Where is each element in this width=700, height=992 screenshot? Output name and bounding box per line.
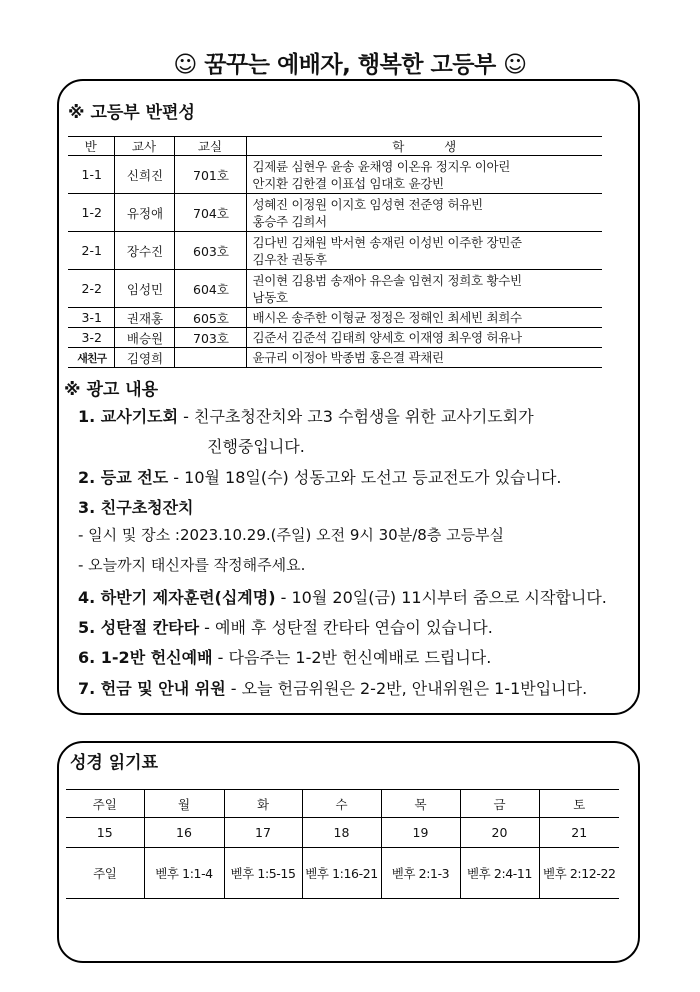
- ad-item-3-line2: - 오늘까지 태신자를 작정해주세요.: [78, 556, 306, 574]
- ad-title: 3. 친구초청잔치: [78, 498, 194, 517]
- class-cell: 2-2: [68, 270, 114, 308]
- room-cell: 701호: [174, 156, 246, 194]
- page-title: ☺ 꿈꾸는 예배자, 행복한 고등부 ☺: [173, 52, 527, 78]
- students-cell: 김제륜 심현우 윤송 윤채영 이온유 정지우 이아린 안지환 김한결 이표섭 임대호 윤강빈: [246, 156, 602, 194]
- ad-title: 7. 헌금 및 안내 위원: [78, 679, 226, 698]
- day-cell: 주일: [66, 790, 144, 818]
- ad-text: - 예배 후 성탄절 칸타타 연습이 있습니다.: [199, 618, 493, 637]
- table-row: [68, 270, 602, 308]
- class-table-header: [68, 137, 602, 156]
- passage-cell: 벧후 2:12-22: [539, 848, 619, 899]
- day-cell: 금: [460, 790, 539, 818]
- day-cell: 화: [224, 790, 302, 818]
- table-row: [68, 348, 602, 368]
- date-cell: 15: [66, 818, 144, 848]
- teacher-cell: 신희진: [114, 156, 174, 194]
- class-section-heading: ※ 고등부 반편성: [68, 103, 195, 123]
- header-teacher: 교사: [114, 137, 174, 156]
- day-cell: 토: [539, 790, 619, 818]
- teacher-cell: 김영희: [114, 348, 174, 368]
- room-cell: 704호: [174, 194, 246, 232]
- ad-title: 6. 1-2반 헌신예배: [78, 648, 213, 667]
- ad-text: - 10월 20일(금) 11시부터 줌으로 시작합니다.: [275, 588, 607, 607]
- passage-cell: 벧후 2:1-3: [381, 848, 460, 899]
- ad-item-7: [78, 676, 587, 699]
- teacher-cell: 임성민: [114, 270, 174, 308]
- date-cell: 17: [224, 818, 302, 848]
- date-cell: 18: [302, 818, 381, 848]
- passage-cell: 벧후 1:5-15: [224, 848, 302, 899]
- ad-item-4: [78, 585, 607, 608]
- teacher-cell: 유정애: [114, 194, 174, 232]
- day-cell: 목: [381, 790, 460, 818]
- class-cell: 1-1: [68, 156, 114, 194]
- reading-table: [66, 789, 619, 899]
- header-students: 학 생: [246, 137, 602, 156]
- class-cell: 새친구: [68, 348, 114, 368]
- class-cell: 3-2: [68, 328, 114, 348]
- room-cell: 603호: [174, 232, 246, 270]
- header-room: 교실: [174, 137, 246, 156]
- ad-item-5: [78, 615, 493, 638]
- date-cell: 19: [381, 818, 460, 848]
- students-cell: 김준서 김준석 김태희 양세호 이재영 최우영 허유나: [246, 328, 602, 348]
- table-row: [68, 156, 602, 194]
- teacher-cell: 장수진: [114, 232, 174, 270]
- ad-item-2: [78, 465, 562, 488]
- ad-item-3-line1: - 일시 및 장소 :2023.10.29.(주일) 오전 9시 30분/8층 고등부실: [78, 526, 505, 544]
- ad-item-1: [78, 404, 534, 427]
- reading-heading: 성경 읽기표: [70, 753, 159, 773]
- class-table: [68, 136, 602, 368]
- day-cell: 수: [302, 790, 381, 818]
- passage-cell: 주일: [66, 848, 144, 899]
- class-cell: 3-1: [68, 308, 114, 328]
- reading-passages-row: [66, 848, 619, 899]
- teacher-cell: 배승원: [114, 328, 174, 348]
- ad-item-3: [78, 495, 194, 518]
- ad-item-1-cont: 진행중입니다.: [207, 437, 305, 456]
- table-row: [68, 328, 602, 348]
- date-cell: 21: [539, 818, 619, 848]
- ad-title: 1. 교사기도회: [78, 407, 179, 426]
- ad-text: - 다음주는 1-2반 헌신예배로 드립니다.: [212, 648, 492, 667]
- reading-dates-row: [66, 818, 619, 848]
- table-row: [68, 194, 602, 232]
- room-cell: 703호: [174, 328, 246, 348]
- students-cell: 김다빈 김채원 박서현 송재린 이성빈 이주한 장민준 김우찬 권동후: [246, 232, 602, 270]
- ad-item-6: [78, 645, 491, 668]
- date-cell: 20: [460, 818, 539, 848]
- room-cell: 605호: [174, 308, 246, 328]
- ad-title: 4. 하반기 제자훈련(십계명): [78, 588, 276, 607]
- reading-days-row: [66, 790, 619, 818]
- class-cell: 2-1: [68, 232, 114, 270]
- passage-cell: 벧후 1:1-4: [144, 848, 224, 899]
- date-cell: 16: [144, 818, 224, 848]
- ads-heading: ※ 광고 내용: [64, 380, 159, 400]
- ad-title: 5. 성탄절 칸타타: [78, 618, 200, 637]
- passage-cell: 벧후 1:16-21: [302, 848, 381, 899]
- room-cell: 604호: [174, 270, 246, 308]
- ad-text: - 10월 18일(수) 성동고와 도선고 등교전도가 있습니다.: [168, 468, 562, 487]
- table-row: [68, 308, 602, 328]
- room-cell: [174, 348, 246, 368]
- ad-text: - 친구초청잔치와 고3 수험생을 위한 교사기도회가: [178, 407, 534, 426]
- table-row: [68, 232, 602, 270]
- ad-title: 2. 등교 전도: [78, 468, 169, 487]
- students-cell: 성혜진 이정원 이지호 임성현 전준영 허유빈 홍승주 김희서: [246, 194, 602, 232]
- day-cell: 월: [144, 790, 224, 818]
- teacher-cell: 권재홍: [114, 308, 174, 328]
- header-class: 반: [68, 137, 114, 156]
- passage-cell: 벧후 2:4-11: [460, 848, 539, 899]
- students-cell: 윤규리 이정아 박종범 홍은결 곽채린: [246, 348, 602, 368]
- class-cell: 1-2: [68, 194, 114, 232]
- students-cell: 권이현 김용범 송재아 유은솔 임현지 정희호 황수빈 남동호: [246, 270, 602, 308]
- ad-text: - 오늘 헌금위원은 2-2반, 안내위원은 1-1반입니다.: [225, 679, 588, 698]
- students-cell: 배시온 송주한 이형균 정정은 정해인 최세빈 최희수: [246, 308, 602, 328]
